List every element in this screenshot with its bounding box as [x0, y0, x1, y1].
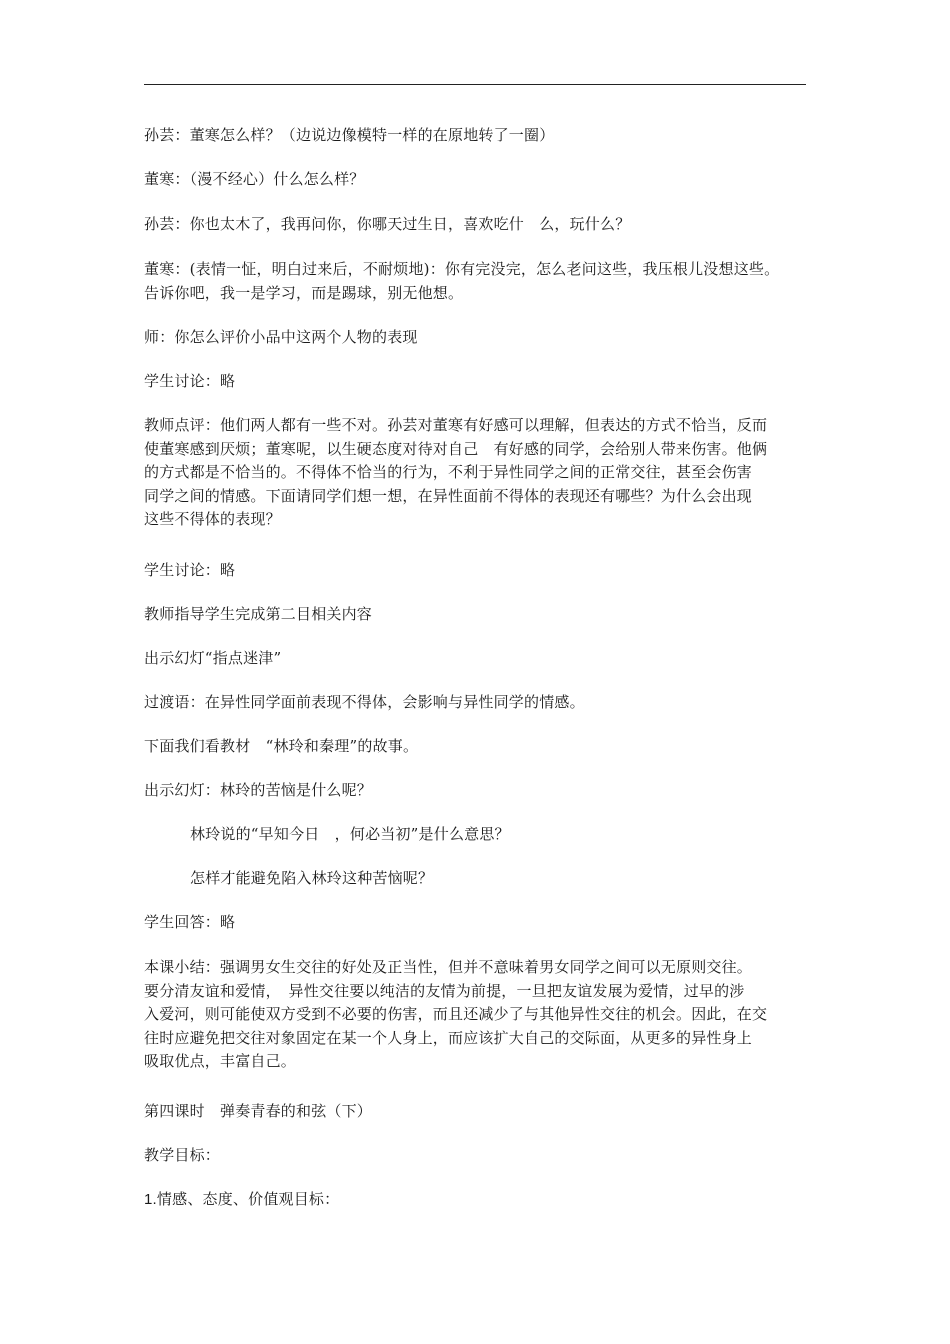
slide-question: [144, 779, 808, 803]
textbook-story: [144, 735, 808, 759]
lesson-summary: [144, 956, 808, 1074]
text-line: 使董寒感到厌烦；董寒呢，以生硬态度对待对自己 有好感的同学，会给别人带来伤害。他俩: [144, 439, 768, 458]
text-line: 学生讨论：略: [144, 372, 236, 390]
question-item-1: [190, 823, 854, 847]
text-line: 教师指导学生完成第二目相关内容: [144, 605, 373, 623]
text-line: 孙芸：董寒怎么样？（边说边像模特一样的在原地转了一圈）: [144, 126, 555, 144]
text-line: 董寒：(表情一怔，明白过来后，不耐烦地)：你有完没完，怎么老问这些，我压根儿没想这些。: [144, 260, 780, 278]
text-line: 下面我们看教材 “林玲和秦理”的故事。: [144, 737, 419, 755]
text-line: 要分清友谊和爱情， 异性交往要以纯洁的友情为前提，一旦把友谊发展为爱情，过早的涉: [144, 981, 745, 1000]
student-discussion-1: [144, 370, 808, 394]
text-line: 吸取优点，丰富自己。: [144, 1052, 297, 1070]
student-answer: [144, 911, 808, 935]
text-line: 董寒：（漫不经心）什么怎么样？: [144, 170, 365, 188]
text-line: 过渡语：在异性同学面前表现不得体，会影响与异性同学的情感。: [144, 693, 585, 711]
dialogue-dong-han-2: [144, 258, 808, 305]
text-line: 告诉你吧，我一是学习，而是踢球，别无他想。: [144, 283, 464, 302]
slide-hint: [144, 647, 808, 671]
text-line: 孙芸：你也太木了，我再问你，你哪天过生日，喜欢吃什 么，玩什么？: [144, 215, 631, 233]
text-line: 学生回答：略: [144, 913, 236, 931]
text-line: 情感、态度、价值观目标：: [156, 1190, 340, 1208]
goal-item-1: [144, 1188, 808, 1212]
text-line: 往时应避免把交往对象固定在某一个人身上，而应该扩大自己的交际面，从更多的异性身上: [144, 1028, 753, 1047]
text-line: 本课小结：强调男女生交往的好处及正当性，但并不意味着男女同学之间可以无原则交往。: [144, 958, 753, 976]
text-line: 入爱河，则可能使双方受到不必要的伤害，而且还减少了与其他异性交往的机会。因此，在交: [144, 1005, 768, 1023]
list-number: 1.: [144, 1191, 157, 1208]
teaching-goals-heading: [144, 1144, 808, 1168]
text-line: 怎样才能避免陷入林玲这种苦恼呢？: [190, 869, 434, 887]
text-line: 的方式都是不恰当的。不得体不恰当的行为，不利于异性同学之间的正常交往，甚至会伤害: [144, 463, 753, 481]
text-line: 同学之间的情感。下面请同学们想一想，在异性面前不得体的表现还有哪些？为什么会出现: [144, 486, 753, 505]
dialogue-dong-han-1: [144, 168, 808, 192]
header-rule: [144, 84, 806, 85]
text-line: 教师点评：他们两人都有一些不对。孙芸对董寒有好感可以理解，但表达的方式不恰当，反而: [144, 416, 768, 434]
text-line: 出示幻灯“指点迷津”: [144, 649, 282, 667]
text-line: 师：你怎么评价小品中这两个人物的表现: [144, 328, 418, 346]
lesson-heading: [144, 1100, 808, 1124]
teacher-question: [144, 326, 808, 350]
student-discussion-2: [144, 559, 808, 583]
teacher-guidance: [144, 603, 808, 627]
question-item-2: [190, 867, 854, 891]
text-line: 第四课时 弹奏青春的和弦（下）: [144, 1102, 373, 1120]
transition-text: [144, 691, 808, 715]
text-line: 学生讨论：略: [144, 561, 236, 579]
text-line: 这些不得体的表现？: [144, 510, 281, 528]
teacher-comment: [144, 414, 808, 532]
dialogue-sun-yun-2: [144, 213, 808, 237]
dialogue-sun-yun-1: [144, 124, 808, 148]
text-line: 教学目标：: [144, 1146, 221, 1164]
text-line: 林玲说的“早知今日 ，何必当初”是什么意思？: [190, 825, 510, 843]
text-line: 出示幻灯：林玲的苦恼是什么呢？: [144, 781, 373, 799]
